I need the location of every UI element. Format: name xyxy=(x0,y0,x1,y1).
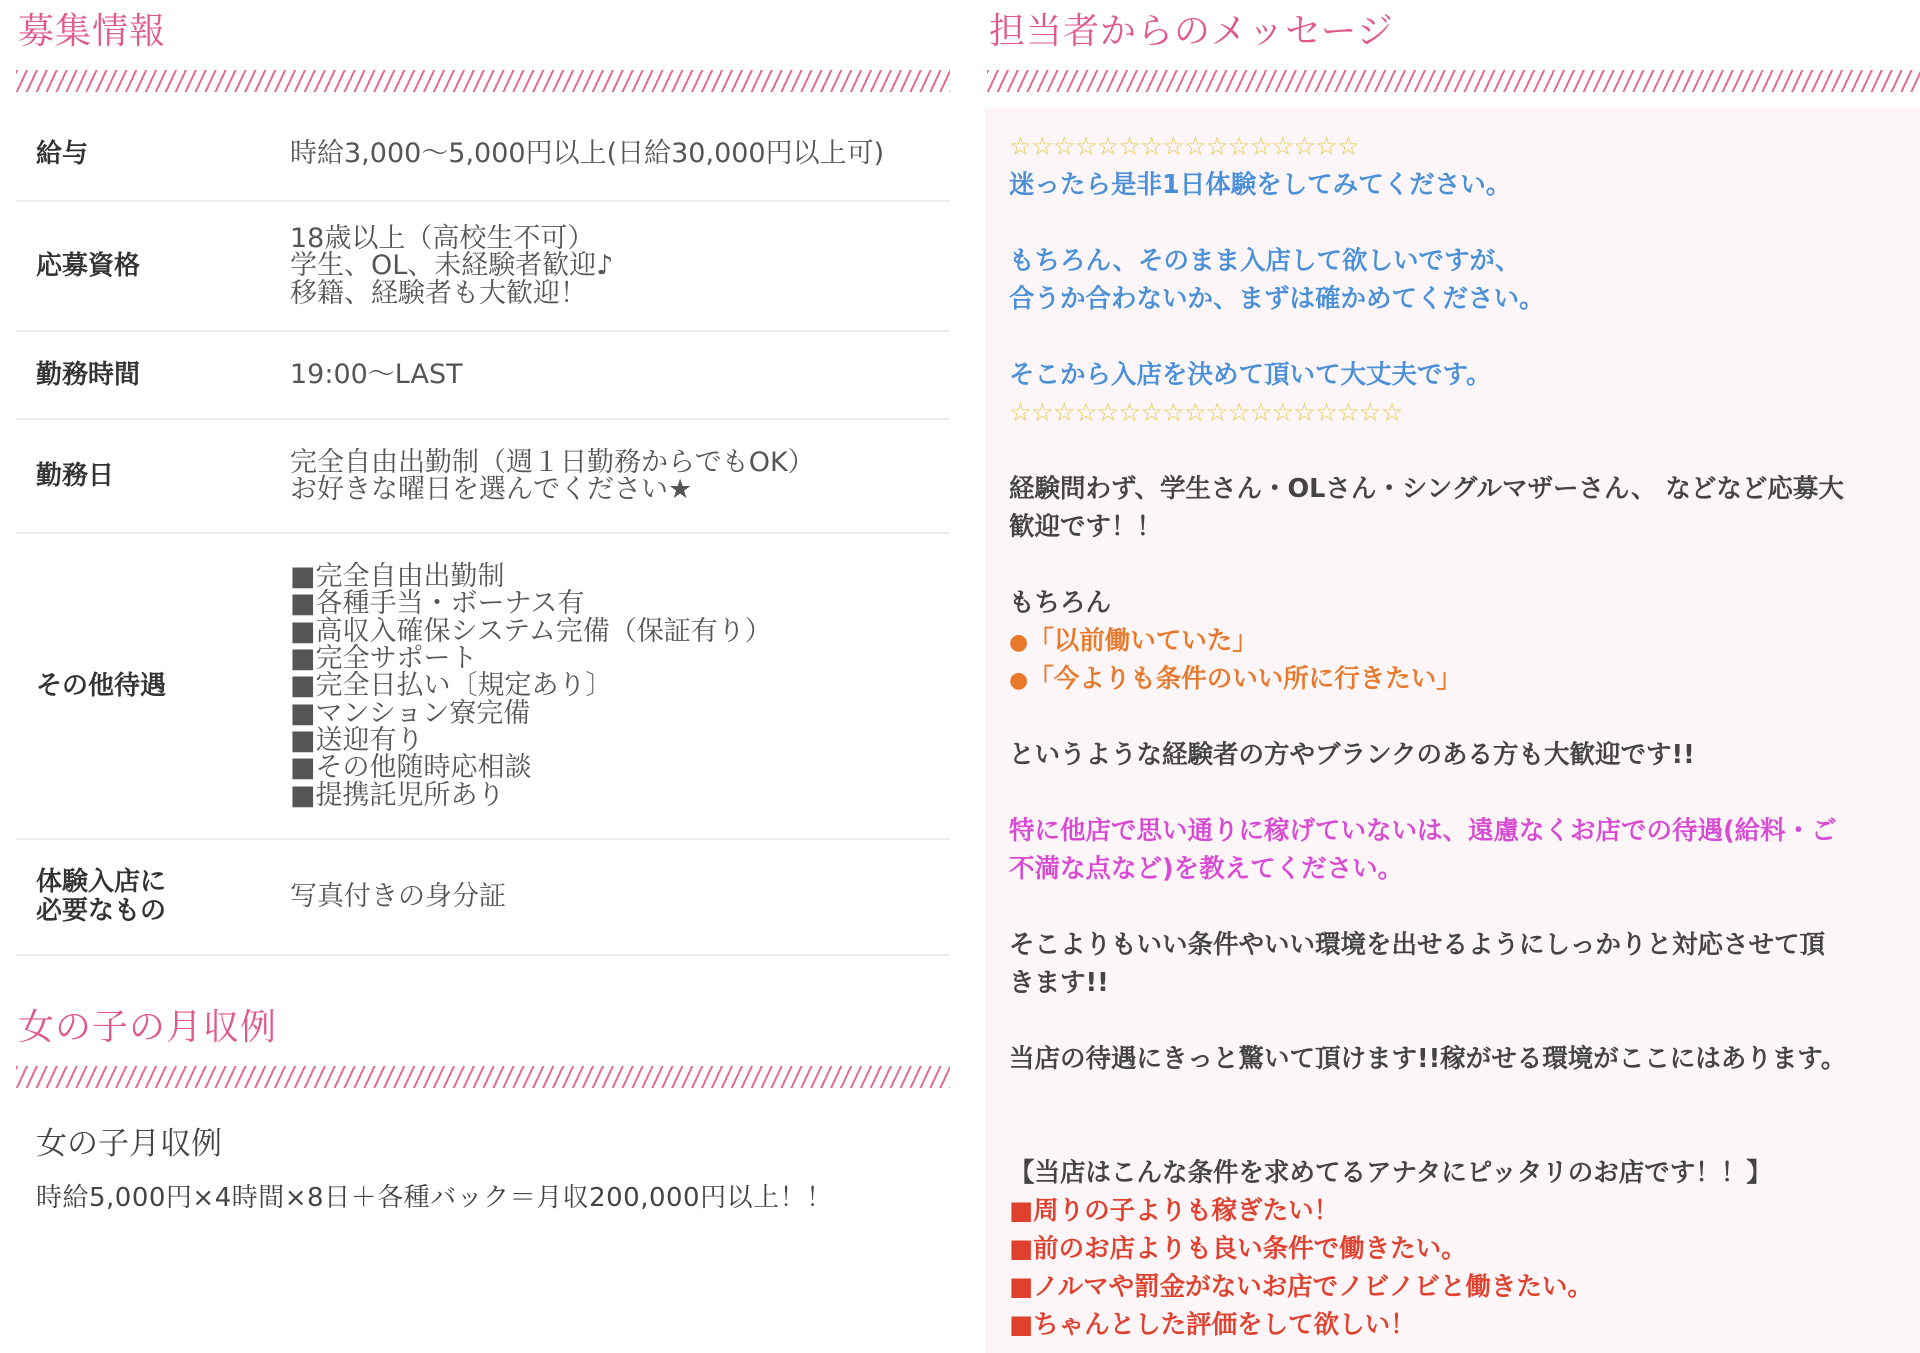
message-text: ■ノルマや罰金がないお店でノビノビと働きたい。 xyxy=(1009,1272,1593,1302)
row-label: 体験入店に 必要なもの xyxy=(36,867,167,926)
row-value: 時給3,000〜5,000円以上(日給30,000円以上可) xyxy=(290,138,885,170)
message-text: ■ちゃんとした評価をして欲しい！ xyxy=(1009,1310,1416,1340)
bullet-item: ●「以前働いていた」 xyxy=(1009,626,1258,656)
row-value: 19:00〜LAST xyxy=(290,359,463,391)
stars-decoration: ☆☆☆☆☆☆☆☆☆☆☆☆☆☆☆☆☆☆ xyxy=(1009,398,1403,428)
row-salary xyxy=(16,108,950,202)
bullet-dot-icon: ● xyxy=(1009,668,1029,693)
row-value: 18歳以上（高校生不可） 学生、OL、未経験者歓迎♪ 移籍、経験者も大歓迎！ xyxy=(290,223,614,309)
title-divider xyxy=(987,70,1920,92)
message-text: 歓迎です！！ xyxy=(1009,512,1163,542)
message-text: 当店の待遇にきっと驚いて頂けます!!稼がせる環境がここにはあります。 xyxy=(1009,1044,1847,1074)
bullet-item: ●「今よりも条件のいい所に行きたい」 xyxy=(1009,664,1462,694)
row-label: その他待遇 xyxy=(36,670,167,701)
message-text: 【当店はこんな条件を求めてるアナタにピッタリのお店です！！】 xyxy=(1009,1158,1772,1188)
income-title: 女の子の月収例 xyxy=(18,1007,278,1048)
row-qualification xyxy=(16,202,950,332)
message-text: そこから入店を決めて頂いて大丈夫です。 xyxy=(1009,360,1492,390)
income-heading: 女の子月収例 xyxy=(36,1126,222,1162)
stars-decoration: ☆☆☆☆☆☆☆☆☆☆☆☆☆☆☆☆ xyxy=(1009,132,1359,162)
message-text: ■前のお店よりも良い条件で働きたい。 xyxy=(1009,1234,1467,1264)
row-label: 給与 xyxy=(36,138,89,169)
right-column xyxy=(985,0,1920,1340)
title-divider xyxy=(16,1066,950,1088)
row-label: 勤務時間 xyxy=(36,359,141,390)
message-text: 合うか合わないか、まずは確かめてください。 xyxy=(1009,284,1545,314)
row-label: 応募資格 xyxy=(36,250,141,281)
row-value: ■完全自由出勤制 ■各種手当・ボーナス有 ■高収入確保システム完備（保証有り） ■完全サポート ■完全日払い〔規定あり〕 ■マンション寮完備 ■送迎有り ■その他随時応相談 ■提携託児所あり xyxy=(290,561,772,811)
row-value: 完全自由出勤制（週１日勤務からでもOK） お好きな曜日を選んでください★ xyxy=(290,446,815,505)
message-box xyxy=(985,108,1920,1353)
title-divider xyxy=(16,70,950,92)
message-text: 不満な点など)を教えてください。 xyxy=(1009,854,1404,884)
message-text: そこよりもいい条件やいい環境を出せるようにしっかりと対応させて頂 xyxy=(1009,930,1826,960)
row-workdays xyxy=(16,420,950,534)
row-benefits xyxy=(16,534,950,840)
message-text: 経験問わず、学生さん・OLさん・シングルマザーさん、 などなど応募大 xyxy=(1009,474,1844,504)
message-text: というような経験者の方やブランクのある方も大歓迎です!! xyxy=(1009,740,1695,770)
left-column xyxy=(0,0,960,1214)
message-text: もちろん、そのまま入店して欲しいですが、 xyxy=(1009,246,1521,276)
recruit-table xyxy=(16,108,950,956)
message-title: 担当者からのメッセージ xyxy=(989,11,1394,52)
message-text: ■周りの子よりも稼ぎたい！ xyxy=(1009,1196,1340,1226)
message-text: 迷ったら是非1日体験をしてみてください。 xyxy=(1009,170,1512,200)
row-trial-requirements xyxy=(16,840,950,956)
row-label: 勤務日 xyxy=(36,460,115,491)
message-text: きます!! xyxy=(1009,968,1109,998)
income-example: 時給5,000円×4時間×8日＋各種バック＝月収200,000円以上！！ xyxy=(36,1183,833,1213)
bullet-dot-icon: ● xyxy=(1009,630,1029,655)
row-value: 写真付きの身分証 xyxy=(290,881,506,913)
message-text: 特に他店で思い通りに稼げていないは、遠慮なくお店での待遇(給料・ご xyxy=(1009,816,1837,846)
message-text: もちろん xyxy=(1009,588,1112,618)
recruit-title: 募集情報 xyxy=(18,11,167,52)
row-hours xyxy=(16,332,950,420)
